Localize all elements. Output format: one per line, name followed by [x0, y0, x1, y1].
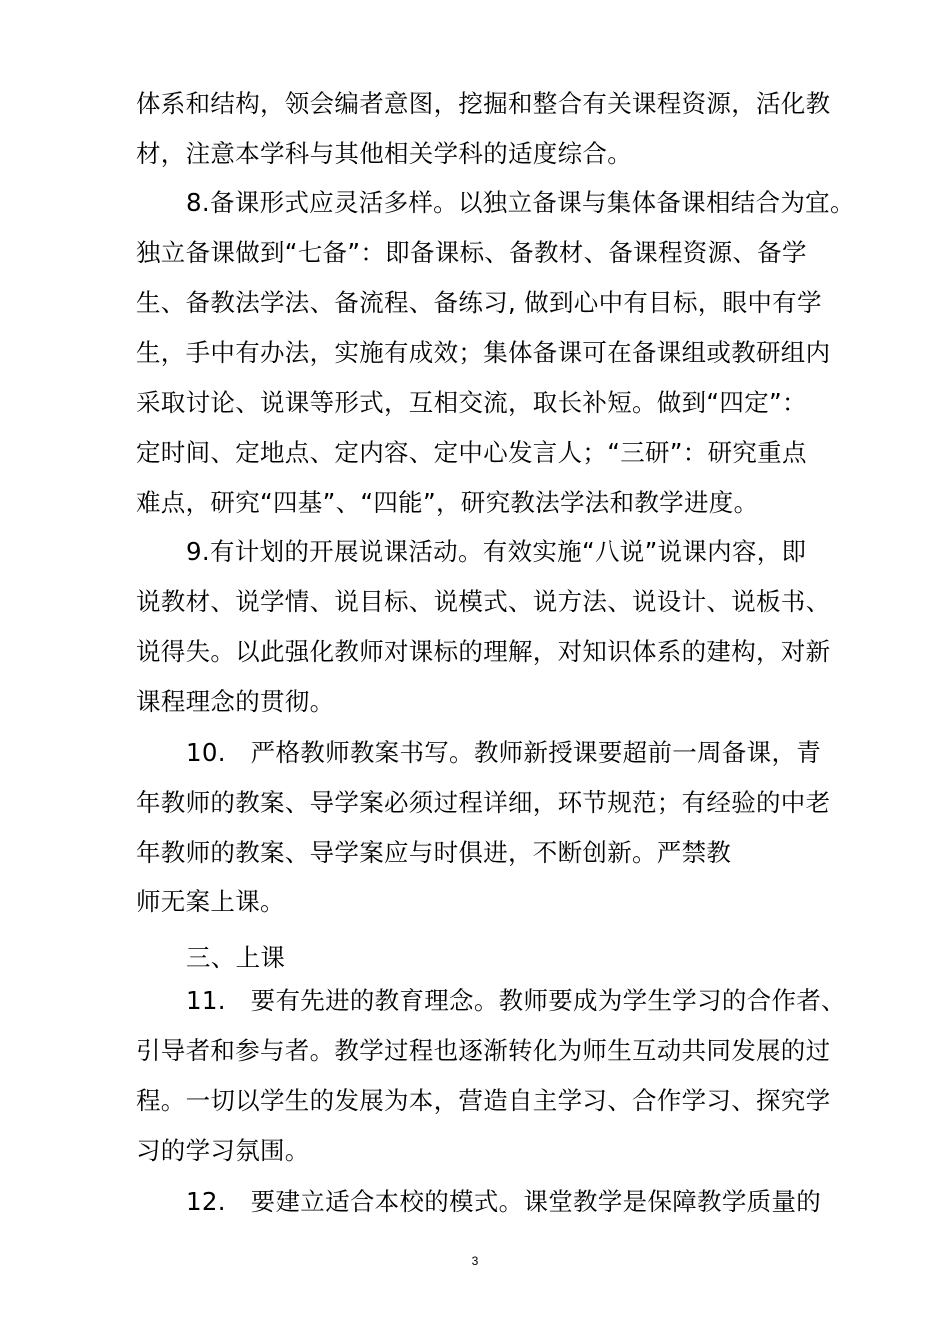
text-line: 定时间、定地点、定内容、定中心发言人；“三研”：研究重点 — [136, 438, 807, 467]
text-line: 12. 要建立适合本校的模式。课堂教学是保障教学质量的 — [186, 1187, 822, 1216]
section-heading: 三、上课 — [186, 943, 286, 972]
text-line: 生，手中有办法，实施有成效；集体备课可在备课组或教研组内 — [136, 338, 831, 367]
text-line: 独立备课做到“七备”：即备课标、备教材、备课程资源、备学 — [136, 238, 807, 267]
text-line: 9.有计划的开展说课活动。有效实施“八说”说课内容，即 — [186, 537, 807, 566]
text-line: 体系和结构，领会编者意图，挖掘和整合有关课程资源，活化教 — [136, 89, 831, 118]
text-line: 难点，研究“四基”、“四能”，研究教法学法和教学进度。 — [136, 488, 759, 517]
text-line: 年教师的教案、导学案应与时俱进，不断创新。严禁教 — [136, 838, 732, 867]
page-number: 3 — [471, 1254, 479, 1268]
text-line: 11. 要有先进的教育理念。教师要成为学生学习的合作者、 — [186, 986, 846, 1015]
text-line: 课程理念的贯彻。 — [136, 687, 335, 716]
text-line: 生、备教法学法、备流程、备练习, 做到心中有目标，眼中有学 — [136, 288, 822, 317]
text-line: 8.备课形式应灵活多样。以独立备课与集体备课相结合为宜。 — [186, 188, 855, 217]
text-line: 说得失。以此强化教师对课标的理解，对知识体系的建构，对新 — [136, 637, 831, 666]
text-line: 说教材、说学情、说目标、说模式、说方法、说设计、说板书、 — [136, 587, 831, 616]
text-line: 采取讨论、说课等形式，互相交流，取长补短。做到“四定”： — [136, 388, 807, 417]
text-line: 材，注意本学科与其他相关学科的适度综合。 — [136, 139, 632, 168]
text-line: 引导者和参与者。教学过程也逐渐转化为师生互动共同发展的过 — [136, 1036, 831, 1065]
text-line: 师无案上课。 — [136, 887, 285, 916]
text-line: 年教师的教案、导学案必须过程详细，环节规范；有经验的中老 — [136, 788, 831, 817]
text-line: 10. 严格教师教案书写。教师新授课要超前一周备课，青 — [186, 738, 822, 767]
text-line: 程。一切以学生的发展为本，营造自主学习、合作学习、探究学 — [136, 1086, 831, 1115]
text-line: 习的学习氛围。 — [136, 1136, 310, 1165]
